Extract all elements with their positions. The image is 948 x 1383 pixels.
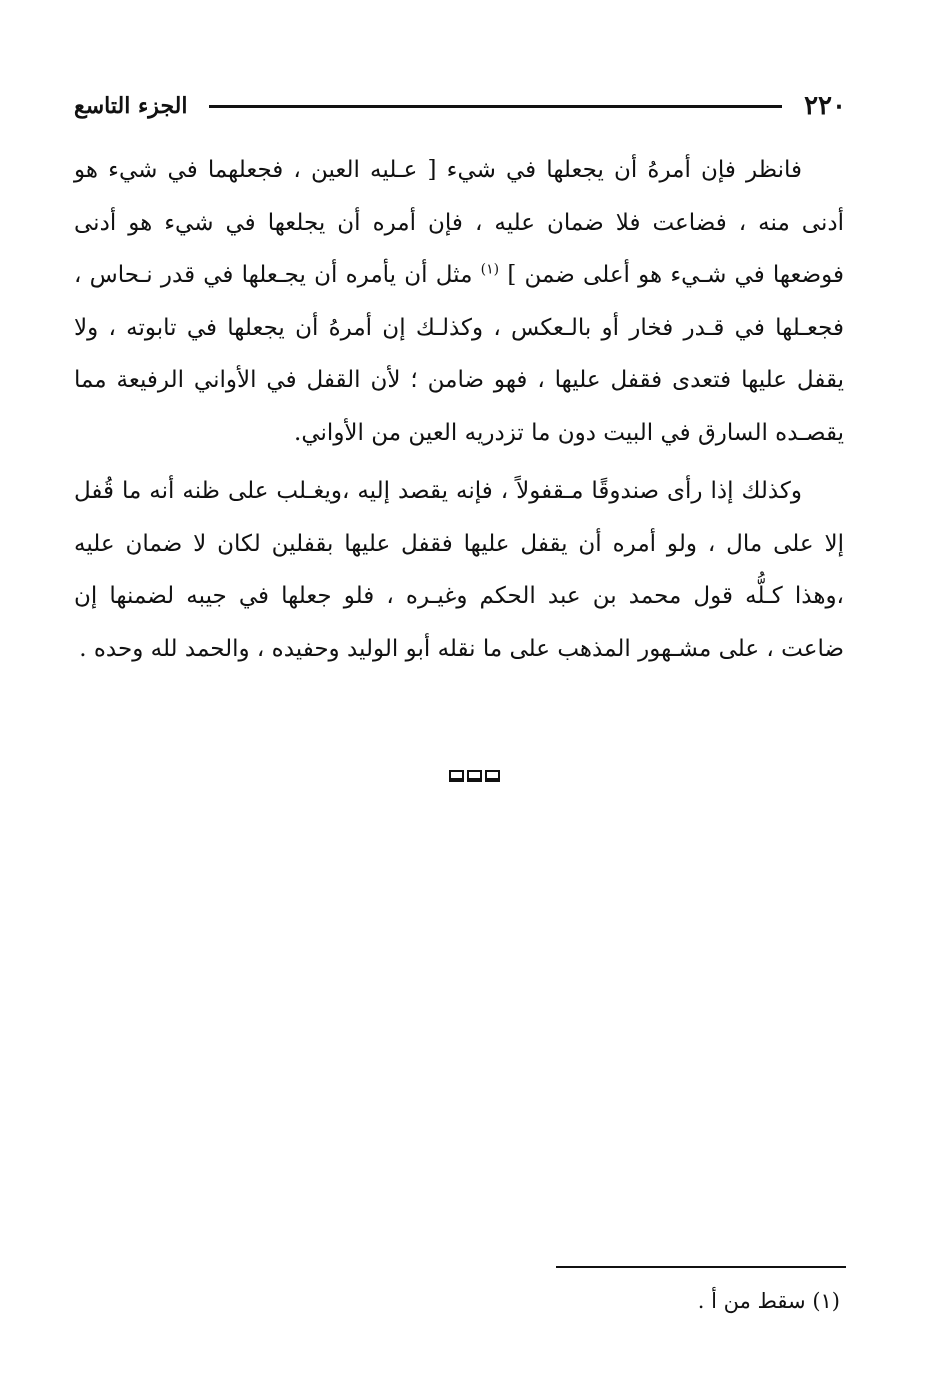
footnote: (١) سقط من أ . bbox=[697, 1289, 840, 1313]
footnote-reference: (١) bbox=[480, 261, 500, 278]
paragraph-2: وكذلك إذا رأى صندوقًا مـقفولاً ، فإنه يقصد إليه ،ويغـلب على ظنه أنه ما قُفل إلا على مال ، ولو أمره أن يقفل عليها فقفل عليها بقفلين لكان لا ضمان عليه ،وهذا كـلُّه قول محمد بن عبد الحكم وغيـره ، فلو جعلها في جيبه لضمنها إن ضاعت ، على مشـهور المذهب على ما نقله أبو الوليد وحفيده ، والحمد لله وحده . bbox=[74, 478, 844, 662]
page-header bbox=[74, 86, 846, 126]
running-title: الجزء التاسع bbox=[74, 93, 188, 119]
page-number: ٢٢٠ bbox=[804, 91, 846, 121]
paragraph-1-text-after-ref: مثل أن يأمره أن يجـعلها في قدر نـحاس ، فجعـلها في قـدر فخار أو بالـعكس ، وكذلـك إن أمرهُ أن يجعلها في تابوته ، ولا يقفل عليها فتعدى فقفل عليها ، فهو ضامن ؛ لأن القفل في الأواني الرفيعة مما يقصـده السارق في البيت دون ما تزدريه العين من الأواني. bbox=[74, 262, 844, 446]
three-square-ornament-icon bbox=[0, 770, 948, 782]
paragraph-1-text-before-ref: فانظر فإن أمرهُ أن يجعلها في شيء [ عـليه العين ، فجعلهما في شيء هو أدنى منه ، فضاعت فلا ضمان عليه ، فإن أمره أن يجلعها في شيء هو أدنى فوضعها في شـيء هو أعلى ضمن ] bbox=[74, 157, 845, 288]
footnote-rule bbox=[556, 1266, 846, 1268]
paragraph-1 bbox=[74, 144, 844, 459]
ornament-square-icon bbox=[449, 770, 464, 782]
ornament-square-icon bbox=[467, 770, 482, 782]
ornament-square-icon bbox=[485, 770, 500, 782]
header-rule bbox=[209, 105, 782, 108]
main-text bbox=[74, 144, 844, 681]
